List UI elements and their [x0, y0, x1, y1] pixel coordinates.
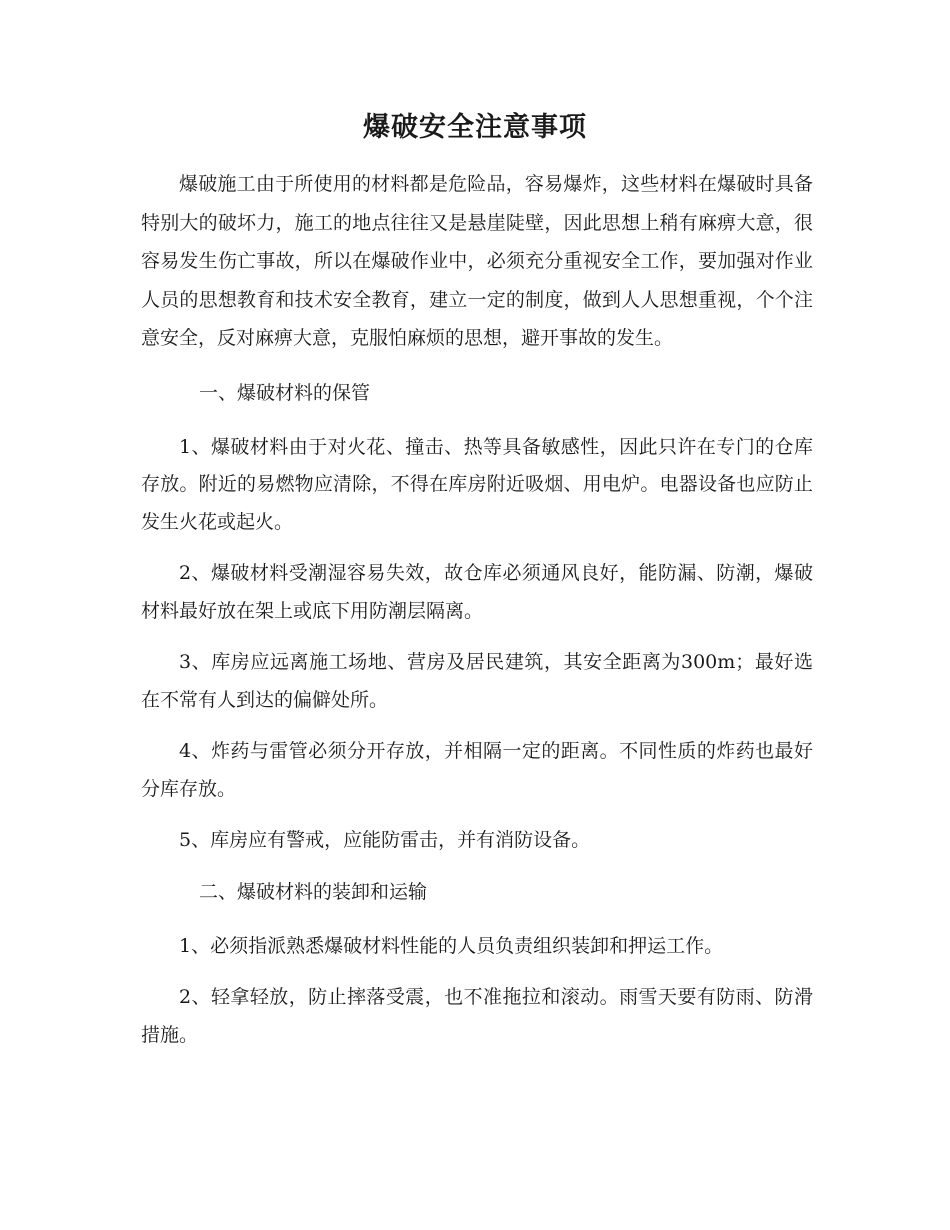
section-heading-transport: 二、爆破材料的装卸和运输	[199, 880, 428, 903]
storage-item-2: 2、爆破材料受潮湿容易失效，故仓库必须通风良好，能防漏、防潮，爆破材料最好放在架上或底下用防潮层隔离。	[141, 562, 813, 622]
storage-item-5: 5、库房应有警戒，应能防雷击，并有消防设备。	[179, 829, 591, 851]
storage-item-4: 4、炸药与雷管必须分开存放，并相隔一定的距离。不同性质的炸药也最好分库存放。	[141, 740, 813, 800]
transport-item-2: 2、轻拿轻放，防止摔落受震，也不准拖拉和滚动。雨雪天要有防雨、防滑措施。	[141, 986, 813, 1046]
transport-item-1: 1、必须指派熟悉爆破材料性能的人员负责组织装卸和押运工作。	[179, 934, 724, 957]
document-title: 爆破安全注意事项	[363, 112, 587, 143]
storage-item-1: 1、爆破材料由于对火花、撞击、热等具备敏感性，因此只许在专门的仓库存放。附近的易燃物应清除，不得在库房附近吸烟、用电炉。电器设备也应防止发生火花或起火。	[141, 435, 813, 533]
section-heading-storage: 一、爆破材料的保管	[199, 381, 371, 404]
storage-item-3: 3、库房应远离施工场地、营房及居民建筑，其安全距离为300m；最好选在不常有人到达的偏僻处所。	[141, 651, 813, 711]
intro-paragraph: 爆破施工由于所使用的材料都是危险品，容易爆炸，这些材料在爆破时具备特别大的破坏力，施工的地点往往又是悬崖陡壁，因此思想上稍有麻痹大意，很容易发生伤亡事故，所以在爆破作业中，必须充分重视安全工作，要加强对作业人员的思想教育和技术安全教育，建立一定的制度，做到人人思想重视，个个注意安全，反对麻痹大意，克服怕麻烦的思想，避开事故的发生。	[141, 173, 813, 349]
document-body	[141, 165, 813, 1068]
